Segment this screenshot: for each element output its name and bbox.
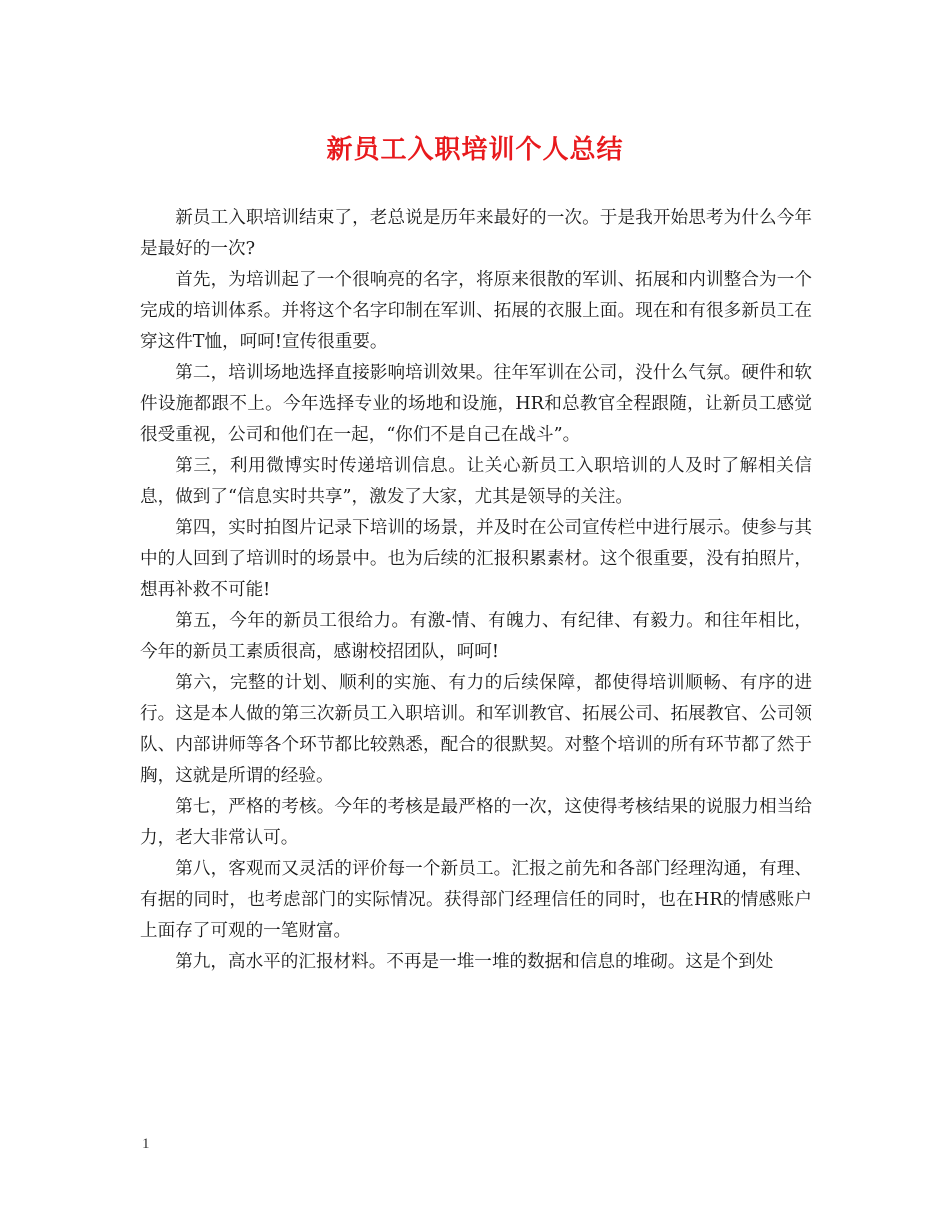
- paragraph-second: 第二，培训场地选择直接影响培训效果。往年军训在公司，没什么气氛。硬件和软件设施都跟不上。今年选择专业的场地和设施，HR和总教官全程跟随，让新员工感觉很受重视，公司和他们在一起，“你们不是自己在战斗”。: [140, 363, 812, 445]
- paragraph-ninth: 第九，高水平的汇报材料。不再是一堆一堆的数据和信息的堆砌。这是个到处: [175, 952, 774, 972]
- page-number: 1: [142, 1136, 150, 1152]
- paragraph-third: 第三，利用微博实时传递培训信息。让关心新员工入职培训的人及时了解相关信息，做到了“信息实时共享”，激发了大家，尤其是领导的关注。: [140, 456, 812, 507]
- paragraph-sixth: 第六，完整的计划、顺利的实施、有力的后续保障，都使得培训顺畅、有序的进行。这是本人做的第三次新员工入职培训。和军训教官、拓展公司、拓展教官、公司领队、内部讲师等各个环节都比较熟悉，配合的很默契。对整个培训的所有环节都了然于胸，这就是所谓的经验。: [140, 673, 812, 786]
- paragraph-first: 首先，为培训起了一个很响亮的名字，将原来很散的军训、拓展和内训整合为一个完成的培训体系。并将这个名字印制在军训、拓展的衣服上面。现在和有很多新员工在穿这件T恤，呵呵!宣传很重要。: [140, 270, 812, 352]
- paragraph-seventh: 第七，严格的考核。今年的考核是最严格的一次，这使得考核结果的说服力相当给力，老大非常认可。: [140, 797, 812, 848]
- paragraph-eighth: 第八，客观而又灵活的评价每一个新员工。汇报之前先和各部门经理沟通，有理、有据的同时，也考虑部门的实际情况。获得部门经理信任的同时，也在HR的情感账户上面存了可观的一笔财富。: [140, 859, 812, 941]
- paragraph-intro: 新员工入职培训结束了，老总说是历年来最好的一次。于是我开始思考为什么今年是最好的一次?: [140, 208, 812, 259]
- paragraph-fifth: 第五，今年的新员工很给力。有激-情、有魄力、有纪律、有毅力。和往年相比，今年的新员工素质很高，感谢校招团队，呵呵!: [140, 611, 812, 662]
- document-body: [140, 203, 812, 978]
- paragraph-fourth: 第四，实时拍图片记录下培训的场景，并及时在公司宣传栏中进行展示。使参与其中的人回到了培训时的场景中。也为后续的汇报积累素材。这个很重要，没有拍照片，想再补救不可能!: [140, 518, 812, 600]
- document-title: 新员工入职培训个人总结: [326, 135, 624, 165]
